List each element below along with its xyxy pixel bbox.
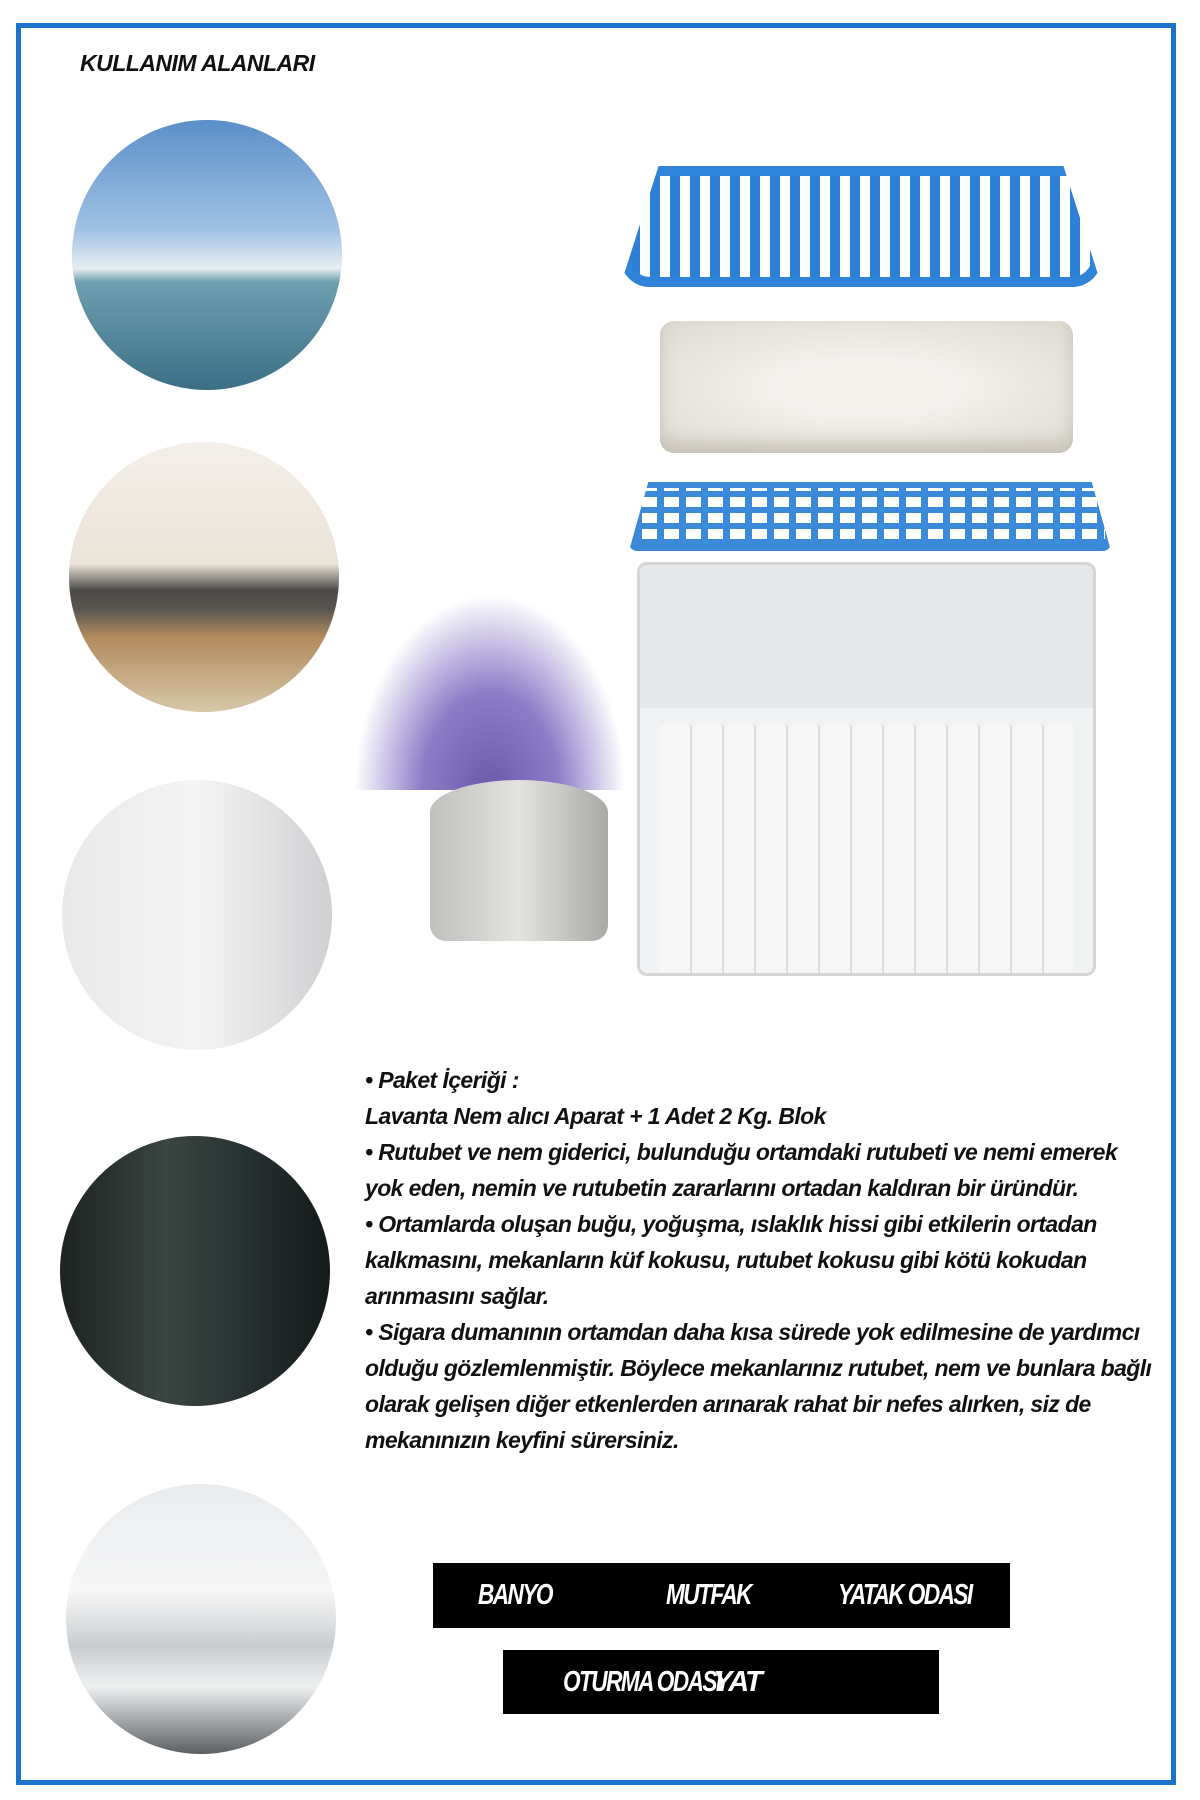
product-container	[637, 562, 1096, 976]
lavender-pot-image	[430, 780, 608, 941]
bedroom-image	[62, 780, 332, 1050]
package-contents-heading: • Paket İçeriği :	[365, 1067, 519, 1093]
description-bullet: • Rutubet ve nem giderici, bulunduğu ortamdaki rutubeti ve nemi emerek yok eden, nemin ve rutubetin zararlarını ortadan kaldıran bir üründür.	[365, 1139, 1118, 1201]
yacht-image	[72, 120, 342, 390]
bathroom-image	[60, 1136, 330, 1406]
tag-banyo: BANYO	[478, 1579, 552, 1611]
usage-tags-row-1	[433, 1563, 1010, 1628]
usage-tags-row-2	[503, 1650, 939, 1714]
product-grid-tray	[629, 482, 1111, 551]
lavender-flowers-image	[330, 560, 650, 790]
tag-yatak-odasi: YATAK ODASI	[838, 1579, 972, 1611]
package-contents: Lavanta Nem alıcı Aparat + 1 Adet 2 Kg. Blok	[365, 1103, 826, 1129]
tag-oturma-odasi: OTURMA ODASI	[563, 1665, 721, 1698]
kitchen-image	[66, 1484, 336, 1754]
tag-yat: YAT	[713, 1665, 761, 1698]
living-room-image	[69, 442, 339, 712]
description-bullet: • Sigara dumanının ortamdan daha kısa sürede yok edilmesine de yardımcı olduğu gözlemlenmiştir. Böylece mekanlarınız rutubet, nem ve bunlara bağlı olarak gelişen diğer etkenlerden arınarak rahat bir nefes alırken, siz de mekanınızın keyfini sürersiniz.	[365, 1319, 1152, 1453]
product-basket-lid	[620, 166, 1102, 287]
product-moisture-block	[660, 321, 1073, 453]
product-description	[365, 1062, 1155, 1458]
description-bullet: • Ortamlarda oluşan buğu, yoğuşma, ıslaklık hissi gibi etkilerin ortadan kalkmasını, mekanların küf kokusu, rutubet kokusu gibi kötü kokudan arınmasını sağlar.	[365, 1211, 1097, 1309]
tag-mutfak: MUTFAK	[666, 1579, 751, 1611]
page-title: KULLANIM ALANLARI	[80, 50, 315, 76]
